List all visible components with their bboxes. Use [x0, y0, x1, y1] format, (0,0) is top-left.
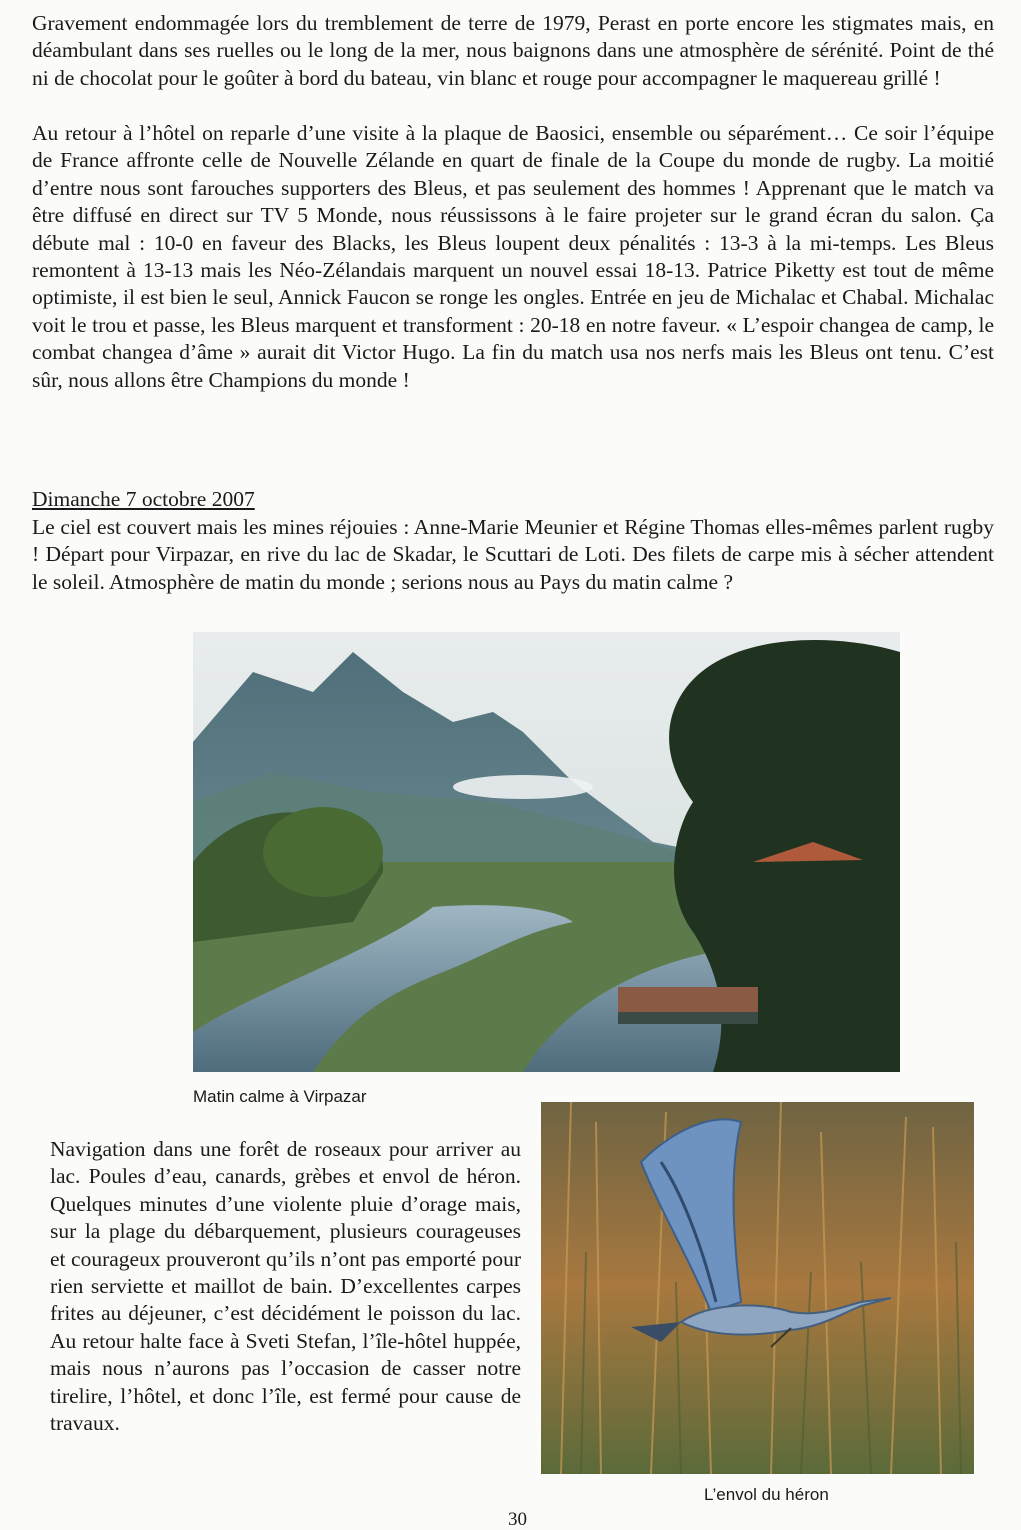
paragraph-virpazar: Le ciel est couvert mais les mines réjouies : Anne-Marie Meunier et Régine Thomas elles-mêmes parlent rugby ! Départ pour Virpazar, en rive du lac de Skadar, le Scuttari de Loti. Des filets de carpe mis à sécher attendent le soleil. Atmosphère de matin du monde ; serions nous au Pays du matin calme ?	[32, 515, 994, 594]
heron-photo-caption: L’envol du héron	[704, 1485, 829, 1504]
page-number: 30	[508, 1509, 527, 1530]
paragraph-lake-navigation: Navigation dans une forêt de roseaux pour arriver au lac. Poules d’eau, canards, grèbes et envol de héron. Quelques minutes d’une violente pluie d’orage mais, sur la plage du débarquement, plusieurs courageuses et courageux prouveront qu’ils n’ont pas emporté pour rien serviette et maillot de bain. D’excellentes carpes frites au déjeuner, c’est décidément le poisson du lac. Au retour halte face à Sveti Stefan, l’île-hôtel huppée, mais nous n’aurons pas l’occasion de casser notre tirelire, l’hôtel, et donc l’île, est fermé pour cause de travaux.	[50, 1137, 521, 1436]
paragraph-rugby-match: Au retour à l’hôtel on reparle d’une visite à la plaque de Baosici, ensemble ou séparément… Ce soir l’équipe de France affronte celle de Nouvelle Zélande en quart de finale de la Coupe du monde de rugby. La moitié d’entre nous sont farouches supporters des Bleus, et pas seulement des hommes ! Apprenant que le match va être diffusé en direct sur TV 5 Monde, nous réussissons à le faire projeter sur le grand écran du salon. Ça débute mal : 10-0 en faveur des Blacks, les Bleus loupent deux pénalités : 13-3 à la mi-temps. Les Bleus remontent à 13-13 mais les Néo-Zélandais marquent un nouvel essai 18-13. Patrice Piketty est tout de même optimiste, il est bien le seul, Annick Faucon se ronge les ongles. Entrée en jeu de Michalac et Chabal. Michalac voit le trou et passe, les Bleus marquent et transforment : 20-18 en notre faveur. « L’espoir changea de camp, le combat changea d’âme » aurait dit Victor Hugo. La fin du match usa nos nerfs mais les Bleus ont tenu. C’est sûr, nous allons être Champions du monde !	[32, 121, 994, 392]
paragraph-perast: Gravement endommagée lors du tremblement de terre de 1979, Perast en porte encore les stigmates mais, en déambulant dans ses ruelles ou le long de la mer, nous baignons dans une atmosphère de sérénité. Point de thé ni de chocolat pour le goûter à bord du bateau, vin blanc et rouge pour accompagner le maquereau grillé !	[32, 11, 994, 90]
date-heading: Dimanche 7 octobre 2007	[32, 487, 255, 511]
lake-photo-caption: Matin calme à Virpazar	[193, 1087, 367, 1106]
lake-photo	[193, 632, 900, 1072]
heron-photo	[541, 1102, 974, 1474]
